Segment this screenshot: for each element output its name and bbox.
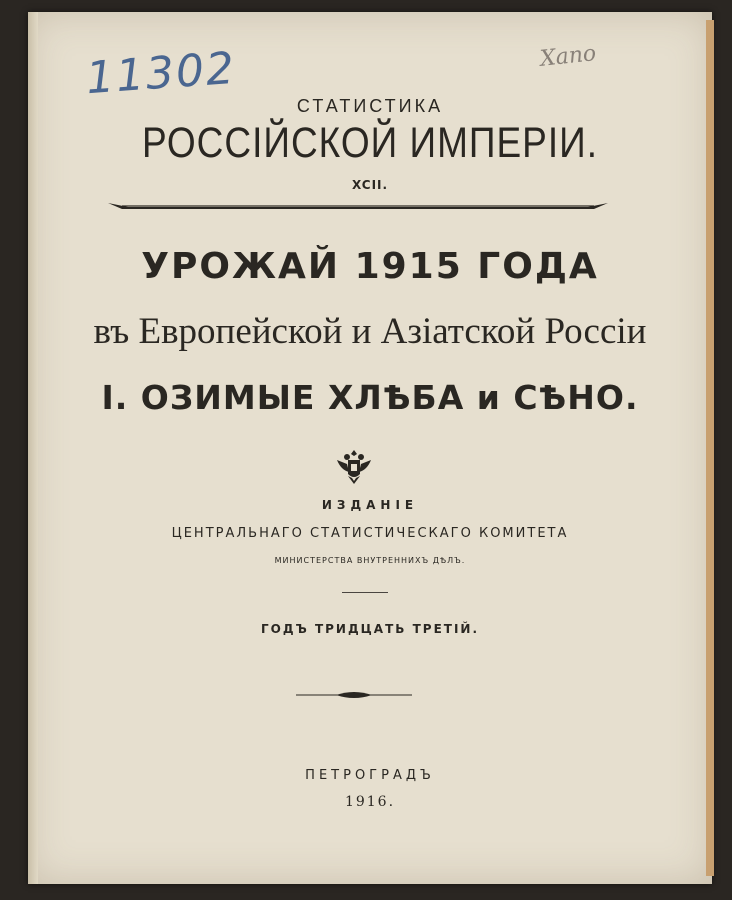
section-divider — [342, 592, 388, 593]
part-title: I. ОЗИМЫЕ ХЛѢБА и СѢНО. — [101, 378, 639, 417]
volume-number: XCII. — [351, 178, 389, 192]
double-headed-eagle-icon — [335, 446, 373, 486]
main-subtitle: въ Европейской и Азіатской Россіи — [93, 311, 647, 352]
edition-label: ИЗДАНІЕ — [321, 498, 419, 512]
imprint-city: ПЕТРОГРАДЪ — [305, 768, 435, 783]
publisher-ministry: МИНИСТЕРСТВА ВНУТРЕННИХЪ ДѢЛЪ. — [274, 556, 466, 565]
handwritten-catalog-number: 11302 — [84, 42, 238, 105]
ornament-divider — [296, 690, 412, 700]
imprint-date: 1916. — [344, 794, 396, 810]
handwritten-signature: Хапо — [538, 41, 598, 72]
series-title: РОССІЙСКОЙ ИМПЕРІИ. — [142, 118, 598, 166]
publisher-committee: ЦЕНТРАЛЬНАГО СТАТИСТИЧЕСКАГО КОМИТЕТА — [171, 526, 569, 541]
series-label: СТАТИСТИКА — [296, 96, 444, 116]
publication-year-label: ГОДЪ ТРИДЦАТЬ ТРЕТІЙ. — [260, 622, 480, 636]
main-title: УРОЖАЙ 1915 ГОДА — [141, 246, 599, 287]
header-divider — [108, 203, 608, 211]
